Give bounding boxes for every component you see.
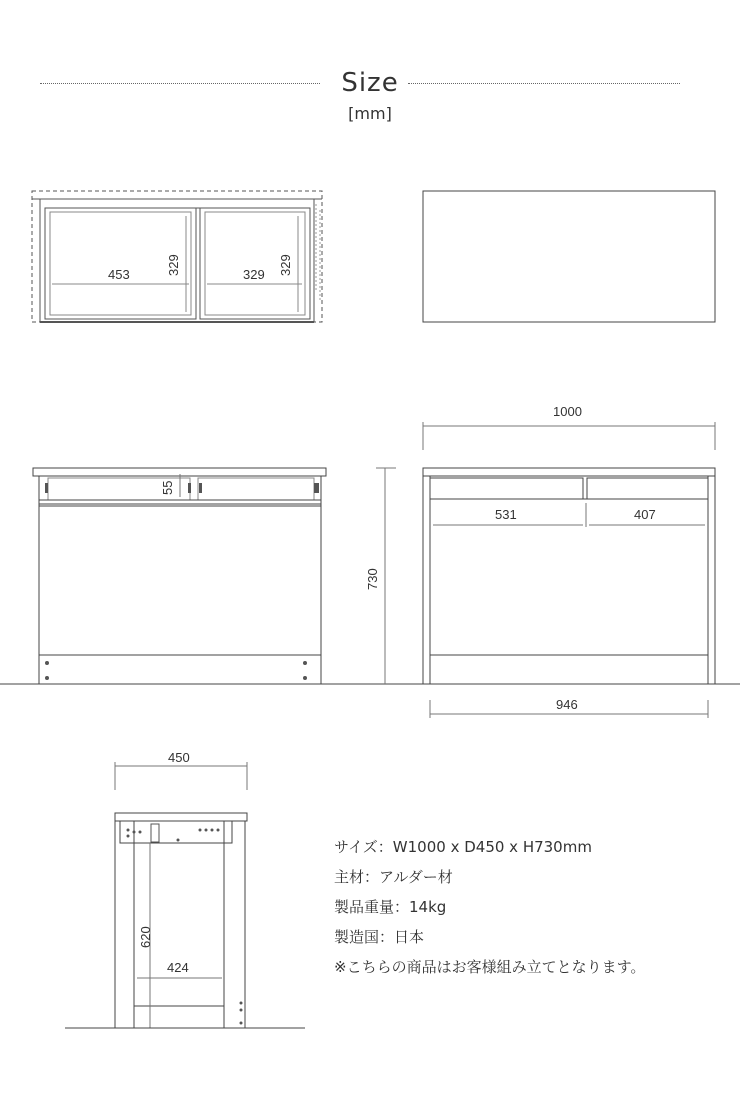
front-view-drawing (33, 468, 326, 684)
drawer-left-width-label: 531 (495, 507, 517, 522)
top-depth-left-label: 329 (166, 254, 181, 276)
back-view-drawing (423, 468, 715, 684)
front-hardware (45, 480, 319, 680)
unit-label: [mm] (348, 104, 392, 123)
top-depth-right-label: 329 (278, 254, 293, 276)
spec-weight: 製品重量：14kg (334, 898, 447, 916)
side-depth-label: 450 (168, 750, 190, 765)
spec-note: ※こちらの商品はお客様組み立てとなります。 (334, 958, 646, 976)
spec-material: 主材：アルダー材 (334, 868, 453, 886)
top-width-right-label: 329 (243, 267, 265, 282)
front-drawer-height-label: 55 (160, 480, 175, 495)
total-width-label: 1000 (553, 404, 582, 419)
inner-width-label: 946 (556, 697, 578, 712)
spec-origin: 製造国：日本 (334, 928, 425, 946)
side-inner-depth-label: 424 (167, 960, 189, 975)
side-hardware (127, 824, 243, 1025)
spec-size: サイズ：W1000 x D450 x H730mm (334, 838, 592, 856)
drawer-right-width-label: 407 (634, 507, 656, 522)
side-view-drawing (115, 813, 247, 1028)
side-leg-height-label: 620 (138, 926, 153, 948)
page-title: Size (341, 68, 399, 98)
height-label: 730 (365, 568, 380, 590)
back-dimension-lines (423, 422, 715, 718)
tabletop-plan (423, 191, 715, 322)
spec-list (334, 832, 645, 982)
side-dimension-lines (115, 762, 247, 1028)
top-width-left-label: 453 (108, 267, 130, 282)
